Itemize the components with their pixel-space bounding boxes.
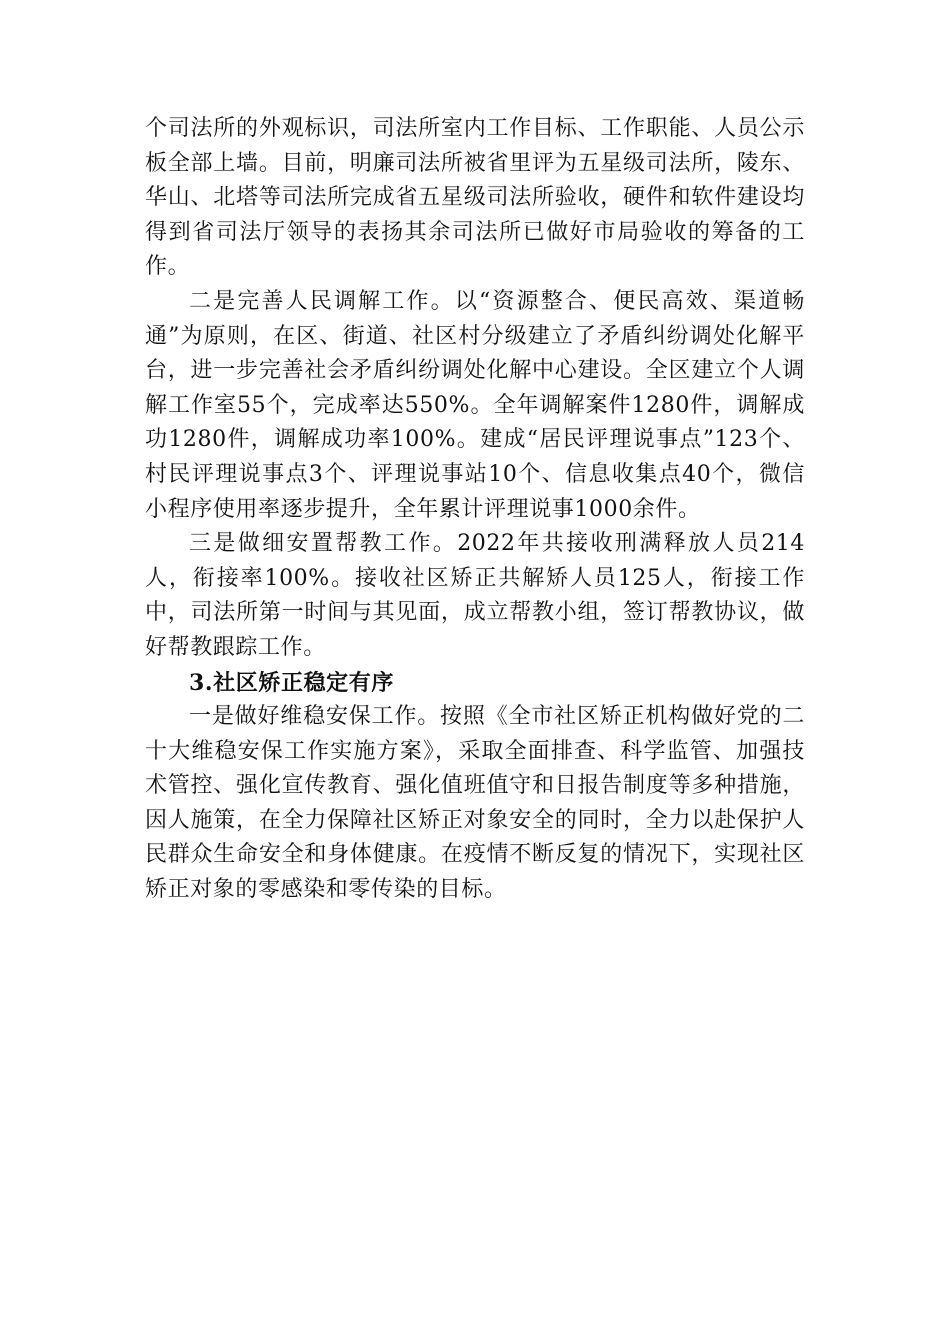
document-page [145,112,805,908]
section-heading: 3.社区矫正稳定有序 [189,669,394,696]
paragraph-resettlement: 三是做细安置帮教工作。2022年共接收刑满释放人员214人，衔接率100%。接收社区矫正共解矫人员125人，衔接工作中，司法所第一时间与其见面，成立帮教小组，签订帮教协议，做好帮教跟踪工作。 [145,531,805,660]
paragraph-people-mediation: 二是完善人民调解工作。以“资源整合、便民高效、渠道畅通”为原则，在区、街道、社区村分级建立了矛盾纠纷调处化解平台，进一步完善社会矛盾纠纷调处化解中心建设。全区建立个人调解工作室55个，完成率达550%。全年调解案件1280件，调解成功1280件，调解成功率100%。建成“居民评理说事点”123个、村民评理说事点3个、评理说事站10个、信息收集点40个，微信小程序使用率逐步提升，全年累计评理说事1000余件。 [145,288,805,522]
paragraph-stability: 一是做好维稳安保工作。按照《全市社区矫正机构做好党的二十大维稳安保工作实施方案》，采取全面排查、科学监管、加强技术管控、强化宣传教育、强化值班值守和日报告制度等多种措施，因人施策，在全力保障社区矫正对象安全的同时，全力以赴保护人民群众生命安全和身体健康。在疫情不断反复的情况下，实现社区矫正对象的零感染和零传染的目标。 [145,704,805,903]
paragraph-continuation: 个司法所的外观标识，司法所室内工作目标、工作职能、人员公示板全部上墙。目前，明廉司法所被省里评为五星级司法所，陵东、华山、北塔等司法所完成省五星级司法所验收，硬件和软件建设均得到省司法厅领导的表扬其余司法所已做好市局验收的筹备的工作。 [145,116,805,280]
